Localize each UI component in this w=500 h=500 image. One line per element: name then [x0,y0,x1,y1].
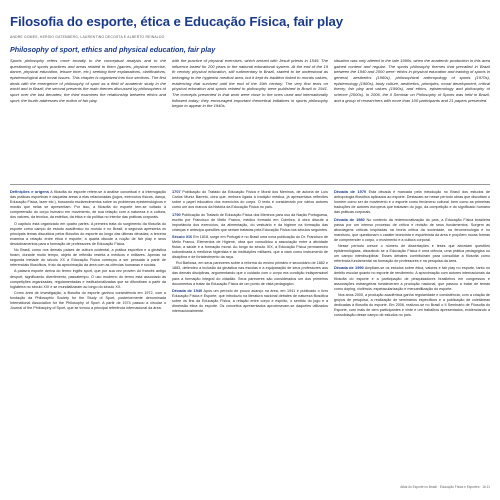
section-heading: Década de 1970 [334,189,367,195]
abstract-column-3: situation was only altered in the late 1990s, when the academic production in this area gained content and regular. The sports philosophy themes that prevailed in Brazil between the 1940 and 2000 were: ethics in physical education and training of sports in general, aesthetics (1960s), philosophical anthropology of sports (1970s), epistemology (1980s), body culture, aesthetics, principles, moral development, critical theory, fair play and values (1990s), and ethics, epistemology and philosophy of science (2000s). In 2006, the II Seminar on Philosophy of Sports was held in Brazil, and a group of researchers with more than 100 participants and 21 papers presented. [334,58,490,103]
abstract-column-2: with the practice of physical exercises, which arrived with Jesuit priests in 1549. The influence lasted for 200 years in the national educational system. At the end of the 19 th century physical education, still rudimentary in Brazil, started to be understood as belonging to the hygienist medical area, but it kept its tradition linked to morals values, evidencing that survived until the end of the 19th century. The very first texts on physical education and sports related to philosophy were published in Brazil in 1941. The concepts presented in that work were close to the ones used and internationally followed today; they encouraged important theoretical initiatives in sports philosophy begun to appear in the 1940s. [172,58,328,109]
body-column-1 [10,188,166,478]
paragraph-text: Esta década é marcada pela introdução no Brasil dos estudos de antropologia filosófica aplicados ao esporte. Destacam-se nesse período obras que discutiam o homem como ser de movimento e o esporte como fenômeno cultural, bem como as primeiras traduções de autores europeus que tratavam do jogo, da competição e do significado humano das práticas corporais. [334,190,490,215]
section-heading: Década de 1990 [334,265,364,271]
paragraph-text: Ampliam-se os estudos sobre ética, valores e fair play no esporte, tanto no âmbito escolar quanto no esporte de rendimento. A aproximação com autores internacionais da filosofia do esporte e a participação de pesquisadores brasileiros em congressos e associações estrangeiras fortaleceram a produção nacional, que passou a tratar de temas como doping, violência, espetacularização e mercantilização do esporte. [334,266,490,291]
paragraph-text: Publicação do Tratado da Educação Física e Moral dos Meninos, de autoria de Luís Carlos Muniz Barreto, obra que, embora ligada à tradição médica, já apresentava reflexões sobre o papel educativo dos exercícios do corpo. O texto é considerado por vários autores como um dos marcos da história da Educação Física no país. [172,190,328,210]
section-heading: Década de 1980 [334,216,365,222]
paragraph: Nos anos 2000, a produção acadêmica ganha regularidade e consistência, com a criação de grupos de pesquisa, a realização de seminários específicos e a publicação de coletâneas dedicadas à filosofia do esporte. Em 2006, realizou-se no Brasil o II Seminário de Filosofia do Esporte, com mais de cem participantes e vinte e um trabalhos apresentados, evidenciando a consolidação desse campo de estudos no país. [334,292,490,318]
body-column-2 [172,188,328,478]
section-heading: Década de 1940 [172,287,203,293]
abstract-column-1: Sports philosophy refers more broadly to the conceptual analysis and to the questioning of sports practices and areas related to them (games, physical exercise, dance, physical education, leisure time, etc.) seeking their explanations, clarifications, epistemological and moral issues. This chapter is organized into four sections. The first deals with the emergence of philosophy of sport as a field of academic study in the world and in Brazil; the second presents the main themes discussed by philosophers of sport over the last decades; the third examines the relationship between ethics and sport; the fourth addresses the notion of fair play. [10,58,166,103]
paragraph-text: A filosofia do esporte refere-se à análise conceitual e à interrogação das práticas esportivas e daquelas áreas a elas relacionadas (jogos, exercícios físicos, dança, Educação Física, lazer etc.), buscando esclarecimentos sobre os problemas epistemológicos e morais que nelas se apresentam. Por isso, a filosofia do esporte tem-se voltado à compreensão do corpo humano em movimento, de sua relação com a natureza e a cultura, dos valores, da técnica, da estética, da ética e da política no interior das práticas corporais. [10,190,166,220]
article-title: Filosofia do esporte, ética e Educação Física, fair play [10,14,343,29]
paragraph-text: Publicação do Tratado de Educação Física dos Meninos para uso da Nação Portuguesa, escrito por Francisco de Mello Franco, médico formado em Coimbra. A obra discute a importância dos exercícios, da alimentação, do vestuário e da higiene na formação das crianças e antecipa questões que seriam tratadas pela Educação Física nos séculos seguintes. [172,212,328,232]
paragraph-text: Em 1818, surge em Portugal e no Brasil uma nova publicação do Dr. Francisco de Mello Franco, Elementos de Higiene, obra que consolidou a associação entre a atividade física, a saúde e a formação moral. Ao longo do século XIX, a Educação Física permaneceu subordinada à medicina higienista e às instituições militares, que a viam como instrumento de disciplina e de fortalecimento da raça. [172,234,328,260]
section-heading: Século XIX [172,233,193,239]
body-column-3 [334,188,490,478]
paragraph: No Brasil, como nos demais países de cultura ocidental, a prática esportiva e a ginástica foram, durante muito tempo, objeto de reflexão restrita a médicos e militares. Apenas na segunda metade do século XX a Educação Física começou a ser pensada a partir de referenciais filosóficos, fruto da aproximação da área com as ciências humanas e sociais. [10,248,166,268]
paragraph: Rui Barbosa, em seus pareceres sobre a reforma do ensino primário e secundário de 1882 e 1883, defendeu a inclusão da ginástica nas escolas e a equiparação de seus professores aos das demais disciplinas, argumentando que o cuidado com o corpo era condição indispensável para a formação integral do cidadão. Seus pareceres são considerados um dos primeiros documentos a tratar da Educação Física de um ponto de vista pedagógico. [172,261,328,286]
paragraph: Como área de investigação, a filosofia do esporte ganhou consistência em 1972, com a fundação da Philosophic Society for the Study of Sport, posteriormente denominada International Association for the Philosophy of Sport. A partir de 1974 passou a circular o Journal of the Philosophy of Sport, que se tornou a principal referência internacional da área. [10,290,166,310]
paragraph: Nesse período cresce o número de dissertações e teses que abordam questões epistemológicas, discutindo se a Educação Física é uma ciência, uma prática pedagógica ou um campo interdisciplinar. Esses debates contribuíram para consolidar a filosofia como referência fundamental na formação de professores e na pesquisa da área. [334,244,490,264]
article-subtitle: Philosophy of sport, ethics and physical education, fair play [10,45,216,54]
section-divider [10,184,490,185]
paragraph-text: No contexto da redemocratização do país, a Educação Física brasileira passa por um intenso processo de crítica e revisão de seus fundamentos. Surgem as abordagens críticas inspiradas na teoria crítica da sociedade, na fenomenologia e no marxismo, que questionam o caráter tecnicista e esportivista da área e propõem novas formas de compreender o corpo, o movimento e a cultura corporal. [334,217,490,242]
section-heading: 1707 [172,189,181,195]
paragraph-text: Após um período de pouco avanço na área, em 1941 é publicado o livro Educação Física e Esporte, que introduziu na literatura nacional debates de natureza filosófica sobre os fins da Educação Física, a relação entre corpo e espírito, o sentido do jogo e a dimensão ética do esporte. Os conceitos apresentados aproximavam-se daqueles utilizados internacionalmente. [172,288,328,313]
section-heading: Definições e origens [10,189,49,195]
section-heading: 1790 [172,211,181,217]
article-authors: ANDRE GOMES, HERSIO GATENBERG, LAURENTINO DECOSTA E ALBERTO REINALDO [10,35,165,39]
paragraph: A palavra esporte deriva do termo inglês sport, que por sua vez provém do francês antigo desport, significando divertimento, passatempo. O uso moderno do termo está associado às competições organizadas, regulamentadas e institucionalizadas que se difundiram a partir da Inglaterra no século XIX e se mundializaram ao longo do século XX. [10,269,166,289]
paragraph: O capítulo está organizado em quatro partes. A primeira trata do surgimento da filosofia do esporte como campo de estudo acadêmico no mundo e no Brasil; a segunda apresenta os principais temas discutidos pelos filósofos do esporte ao longo das últimas décadas; a terceira examina a relação entre ética e esporte; a quarta discute a noção de fair play e seus desdobramentos para a formação de professores de Educação Física. [10,221,166,246]
page-footer: Atlas do Esporte no Brasil · Educação Física e Esportes · 16.11 [400,485,490,489]
